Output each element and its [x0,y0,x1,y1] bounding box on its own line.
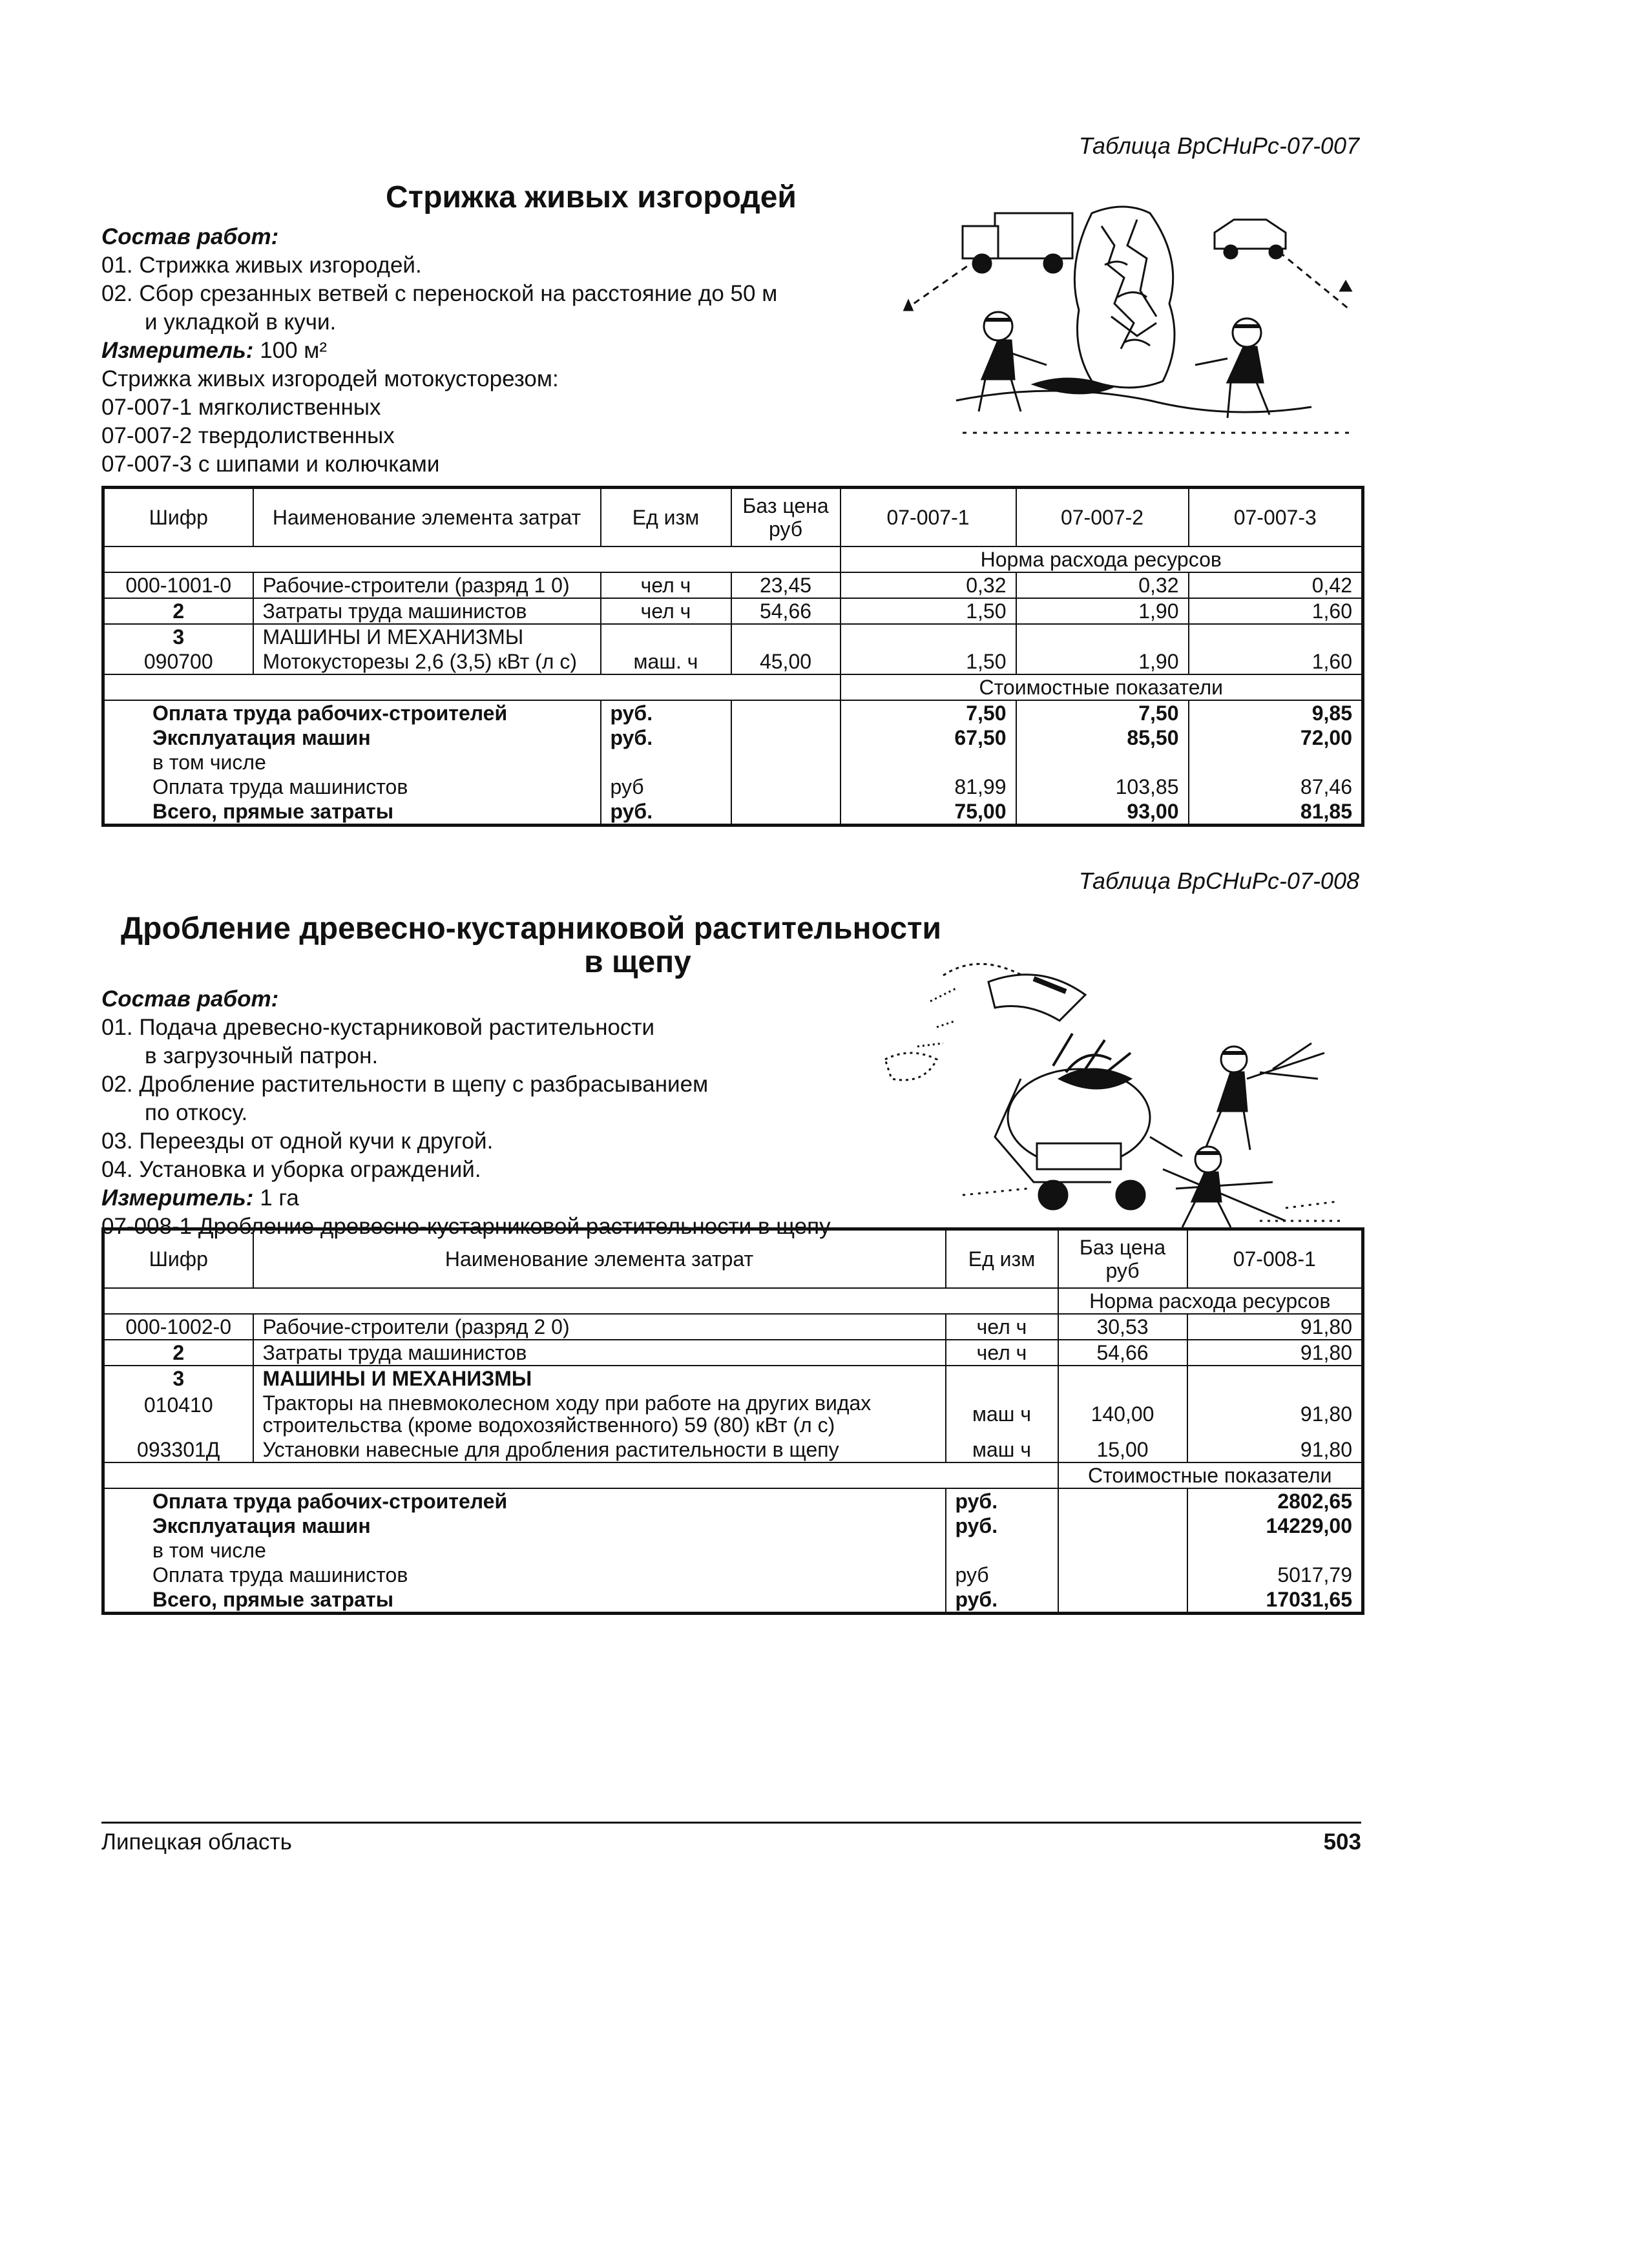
header-cell: Шифр [103,1229,253,1289]
unit-cell: маш. ч [601,649,731,674]
cost-name-cell: Оплата труда рабочих-строителей [103,1488,946,1514]
cost-label-row [103,674,1363,700]
section-title-1: Стрижка живых изгородей [386,180,797,214]
name-cell: Затраты труда машинистов [253,598,601,624]
work-item: по откосу. [145,1100,248,1125]
value-cell: 7,50 [1016,700,1189,725]
price-cell: 30,53 [1058,1314,1187,1340]
table-row [103,1437,1363,1462]
header-cell: Ед изм [601,488,731,547]
name-cell: Рабочие-строители (разряд 1 0) [253,572,601,598]
norm-label-row [103,1288,1363,1314]
unit-cell [601,624,731,649]
work-item: 01. Стрижка живых изгородей. [101,253,422,278]
price-cell: 15,00 [1058,1437,1187,1462]
unit-cell [946,1366,1058,1391]
table-row [103,1391,1363,1437]
variant-item: 07-007-1 мягколиственных [101,395,381,420]
table-row [103,598,1363,624]
cost-name-cell: Всего, прямые затраты [103,1587,946,1614]
header-cell: 07-007-3 [1189,488,1363,547]
name-cell: МАШИНЫ И МЕХАНИЗМЫ [253,624,601,649]
value-cell [1189,624,1363,649]
value-cell: 1,90 [1016,649,1189,674]
cost-name-cell: Оплата труда рабочих-строителей [103,700,601,725]
wood-chipper-illustration [872,950,1370,1234]
value-cell [1189,750,1363,775]
price-cell: 23,45 [731,572,841,598]
unit-cell: руб [601,775,731,799]
value-cell [1187,1538,1363,1563]
value-cell: 0,32 [841,572,1016,598]
car-icon [1215,220,1286,249]
meter-value: 100 м² [260,338,328,363]
value-cell: 75,00 [841,799,1016,826]
cost-name-cell: Оплата труда машинистов [103,775,601,799]
empty-cell [1058,1514,1187,1538]
work-item: в загрузочный патрон. [145,1043,379,1068]
price-cell: 54,66 [1058,1340,1187,1366]
value-cell: 81,85 [1189,799,1363,826]
variant-item: 07-008-1 Дробление древесно-кустарниковой растительности в щепу [101,1214,831,1239]
value-cell: 0,32 [1016,572,1189,598]
price-cell: 54,66 [731,598,841,624]
cost-row [103,1514,1363,1538]
value-cell: 5017,79 [1187,1563,1363,1587]
norm-label: Норма расхода ресурсов [841,546,1363,572]
header-cell: 07-008-1 [1187,1229,1363,1289]
cost-name-cell: в том числе [103,750,601,775]
table-row [103,649,1363,674]
empty-cell [731,725,841,750]
price-cell: 140,00 [1058,1391,1187,1437]
value-cell: 1,60 [1189,649,1363,674]
cost-label: Стоимостные показатели [841,674,1363,700]
cost-label: Стоимостные показатели [1058,1462,1363,1488]
empty-cell [1058,1563,1187,1587]
value-cell: 91,80 [1187,1437,1363,1462]
empty-cell [103,1462,1058,1488]
unit-cell: руб. [601,799,731,826]
work-item: и укладкой в кучи. [145,309,337,335]
work-composition-2 [101,985,831,1241]
cost-name-cell: Всего, прямые затраты [103,799,601,826]
value-cell: 9,85 [1189,700,1363,725]
empty-cell [731,799,841,826]
unit-cell: чел ч [946,1340,1058,1366]
empty-cell [731,750,841,775]
cost-row [103,1563,1363,1587]
header-cell: 07-007-1 [841,488,1016,547]
table-row [103,1366,1363,1391]
cost-name-cell: Эксплуатация машин [103,1514,946,1538]
work-item: 02. Дробление растительности в щепу с разбрасыванием [101,1072,709,1097]
value-cell: 91,80 [1187,1340,1363,1366]
work-item: 01. Подача древесно-кустарниковой растительности [101,1015,655,1040]
header-cell: Баз цена руб [1058,1229,1187,1289]
meter-line [101,1184,831,1212]
meter-label: Измеритель: [101,338,254,363]
footer-region: Липецкая область [101,1829,292,1855]
value-cell: 0,42 [1189,572,1363,598]
unit-cell: руб. [601,700,731,725]
empty-cell [731,700,841,725]
table-caption-1: Таблица ВрСНиРс-07-007 [1078,132,1359,159]
empty-cell [1058,1587,1187,1614]
code-cell: 000-1002-0 [103,1314,253,1340]
price-cell [731,624,841,649]
cost-row [103,750,1363,775]
work-label: Состав работ: [101,224,279,249]
unit-cell: руб. [601,725,731,750]
work-composition-1 [101,223,777,479]
cost-name-cell: Оплата труда машинистов [103,1563,946,1587]
code-cell: 2 [103,598,253,624]
table-row [103,1340,1363,1366]
meter-label: Измеритель: [101,1185,254,1211]
unit-cell: чел ч [601,598,731,624]
meter-line [101,337,777,365]
section-title-2 [101,912,961,979]
section-title-2-line1: Дробление древесно-кустарниковой растительности [120,911,942,946]
code-cell: 000-1001-0 [103,572,253,598]
work-item: 02. Сбор срезанных ветвей с переноской на расстояние до 50 м [101,281,778,306]
code-cell: 090700 [103,649,253,674]
name-cell: МАШИНЫ И МЕХАНИЗМЫ [253,1366,946,1391]
name-cell: Тракторы на пневмоколесном ходу при работе на других видах строительства (кроме водохозяйственного) 59 (80) кВт (л с) [253,1391,946,1437]
value-cell: 67,50 [841,725,1016,750]
footer-divider [101,1822,1361,1824]
table-header-row [103,1229,1363,1289]
unit-cell: руб. [946,1587,1058,1614]
value-cell [841,750,1016,775]
cost-row [103,1587,1363,1614]
value-cell: 17031,65 [1187,1587,1363,1614]
code-cell: 2 [103,1340,253,1366]
name-cell: Мотокусторезы 2,6 (3,5) кВт (л с) [253,649,601,674]
cost-row [103,1488,1363,1514]
value-cell: 1,90 [1016,598,1189,624]
table-caption-2: Таблица ВрСНиРс-07-008 [1078,868,1359,894]
intro-text: Стрижка живых изгородей мотокусторезом: [101,366,559,391]
value-cell: 1,50 [841,598,1016,624]
value-cell: 14229,00 [1187,1514,1363,1538]
unit-cell: маш ч [946,1437,1058,1462]
header-cell: Ед изм [946,1229,1058,1289]
name-cell: Рабочие-строители (разряд 2 0) [253,1314,946,1340]
unit-cell: чел ч [601,572,731,598]
value-cell: 72,00 [1189,725,1363,750]
norm-label: Норма расхода ресурсов [1058,1288,1363,1314]
unit-cell: руб. [946,1488,1058,1514]
value-cell: 85,50 [1016,725,1189,750]
value-cell: 91,80 [1187,1391,1363,1437]
value-cell: 103,85 [1016,775,1189,799]
cost-row [103,1538,1363,1563]
work-item: 03. Переезды от одной кучи к другой. [101,1129,494,1154]
empty-cell [1058,1488,1187,1514]
code-cell: 093301Д [103,1437,253,1462]
unit-cell: руб. [946,1514,1058,1538]
work-item: 04. Установка и уборка ограждений. [101,1157,481,1182]
value-cell: 1,60 [1189,598,1363,624]
value-cell: 87,46 [1189,775,1363,799]
page-number: 503 [1323,1829,1361,1855]
empty-cell [1058,1538,1187,1563]
header-cell: Наименование элемента затрат [253,488,601,547]
value-cell: 93,00 [1016,799,1189,826]
cost-row [103,700,1363,725]
value-cell: 7,50 [841,700,1016,725]
work-label: Состав работ: [101,986,279,1012]
cost-name-cell: в том числе [103,1538,946,1563]
empty-cell [103,674,841,700]
cost-row [103,725,1363,750]
value-cell: 81,99 [841,775,1016,799]
price-cell [1058,1366,1187,1391]
norm-label-row [103,546,1363,572]
value-cell [1187,1366,1363,1391]
header-cell: 07-007-2 [1016,488,1189,547]
empty-cell [103,546,841,572]
resource-table-1 [101,486,1364,827]
truck-icon [995,213,1072,258]
value-cell: 1,50 [841,649,1016,674]
name-cell: Затраты труда машинистов [253,1340,946,1366]
code-cell: 010410 [103,1391,253,1437]
resource-table-2 [101,1227,1364,1615]
variant-item: 07-007-3 с шипами и колючками [101,452,440,477]
unit-cell: маш ч [946,1391,1058,1437]
name-cell: Установки навесные для дробления растительности в щепу [253,1437,946,1462]
table-row [103,572,1363,598]
unit-cell: руб [946,1563,1058,1587]
code-cell: 3 [103,624,253,649]
unit-cell: чел ч [946,1314,1058,1340]
empty-cell [731,775,841,799]
value-cell [841,624,1016,649]
cost-row [103,799,1363,826]
price-cell: 45,00 [731,649,841,674]
cost-row [103,775,1363,799]
header-cell: Баз цена руб [731,488,841,547]
table-row [103,624,1363,649]
section-title-2-line2: в щепу [584,945,691,979]
hedge-trimming-illustration [879,187,1370,459]
empty-cell [103,1288,1058,1314]
table-header-row [103,488,1363,547]
code-cell: 3 [103,1366,253,1391]
unit-cell [946,1538,1058,1563]
variant-item: 07-007-2 твердолиственных [101,423,395,448]
header-cell: Шифр [103,488,253,547]
value-cell: 2802,65 [1187,1488,1363,1514]
meter-value: 1 га [260,1185,299,1211]
header-cell: Наименование элемента затрат [253,1229,946,1289]
table-row [103,1314,1363,1340]
value-cell [1016,624,1189,649]
value-cell: 91,80 [1187,1314,1363,1340]
cost-label-row [103,1462,1363,1488]
value-cell [1016,750,1189,775]
cost-name-cell: Эксплуатация машин [103,725,601,750]
unit-cell [601,750,731,775]
